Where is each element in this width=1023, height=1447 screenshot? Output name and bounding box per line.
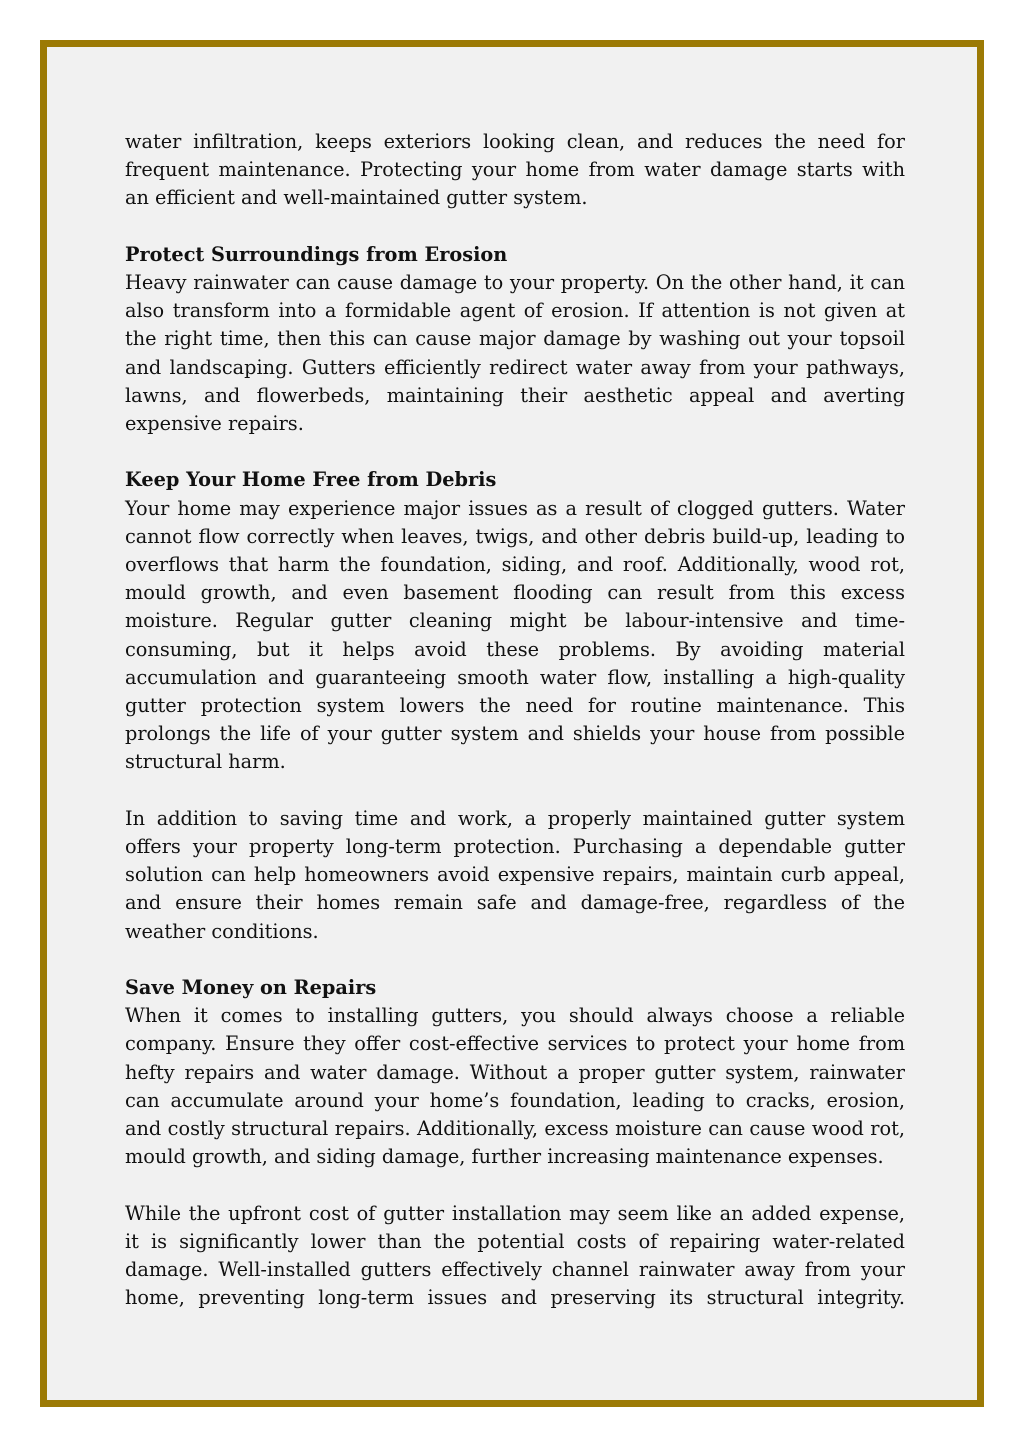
section-erosion [125, 241, 905, 438]
document-body [125, 128, 905, 1312]
section-paragraph: While the upfront cost of gutter installation may seem like an added expense, it is significantly lower than the potential costs of repairing water-related damage. Well-installed gutters effectively channel rainwater away from your home, preventing long-term issues and preserving its structural integrity. [125, 1201, 905, 1310]
section-paragraph: In addition to saving time and work, a properly maintained gutter system offers your property long-term protection. Purchasing a dependable gutter solution can help homeowners avoid expensive repairs, maintain curb appeal, and ensure their homes remain safe and damage-free, regardless of the weather conditions. [125, 806, 905, 943]
section-paragraph: Your home may experience major issues as a result of clogged gutters. Water cannot flow correctly when leaves, twigs, and other debris build-up, leading to overflows that harm the foundation, siding, and roof. Additionally, wood rot, mould growth, and even basement flooding can result from this excess moisture. Regular gutter cleaning might be labour-intensive and time-consuming, but it helps avoid these problems. By avoiding material accumulation and guaranteeing smooth water flow, installing a high-quality gutter protection system lowers the need for routine maintenance. This prolongs the life of your gutter system and shields your house from possible structural harm. [125, 496, 905, 774]
section-paragraph: Heavy rainwater can cause damage to your property. On the other hand, it can also transform into a formidable agent of erosion. If attention is not given at the right time, then this can cause major damage by washing out your topsoil and landscaping. Gutters efficiently redirect water away from your pathways, lawns, and flowerbeds, maintaining their aesthetic appeal and averting expensive repairs. [125, 271, 905, 436]
page-frame [40, 40, 984, 1407]
section-save-money [125, 974, 905, 1312]
section-heading: Protect Surroundings from Erosion [125, 242, 508, 266]
section-heading: Keep Your Home Free from Debris [125, 468, 497, 492]
section-heading: Save Money on Repairs [125, 976, 377, 1000]
section-paragraph: When it comes to installing gutters, you should always choose a reliable company. Ensure they offer cost-effective services to protect your home from hefty repairs and water damage. Without a proper gutter system, rainwater can accumulate around your home’s foundation, leading to cracks, erosion, and costly structural repairs. Additionally, excess moisture can cause wood rot, mould growth, and siding damage, further increasing maintenance expenses. [125, 1004, 905, 1169]
intro-paragraph: water infiltration, keeps exteriors looking clean, and reduces the need for frequent maintenance. Protecting your home from water damage starts with an efficient and well-maintained gutter system. [125, 130, 905, 210]
section-debris [125, 466, 905, 945]
